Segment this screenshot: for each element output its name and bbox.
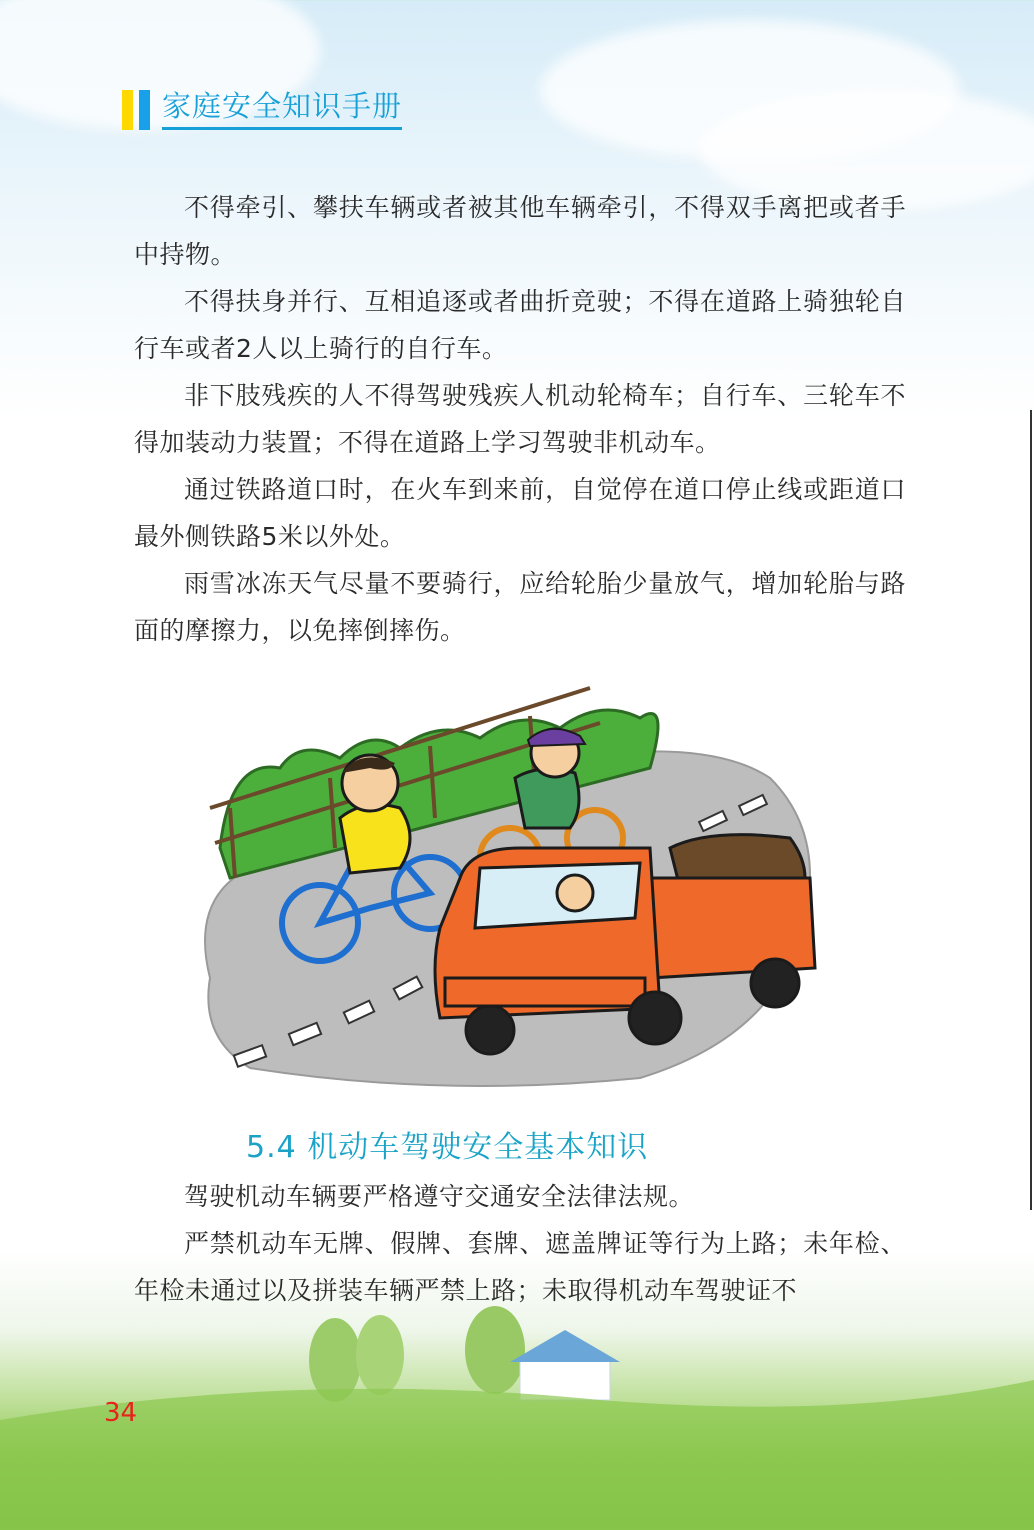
paragraph: 不得牵引、攀扶车辆或者被其他车辆牵引，不得双手离把或者手中持物。 (134, 193, 906, 269)
paragraph: 雨雪冰冻天气尽量不要骑行，应给轮胎少量放气，增加轮胎与路面的摩擦力，以免摔倒摔伤。 (134, 569, 906, 645)
section-title: 5.4 机动车驾驶安全基本知识 (246, 1130, 649, 1165)
header-yellow-bar (122, 90, 133, 130)
paragraph: 不得扶身并行、互相追逐或者曲折竞驶；不得在道路上骑独轮自行车或者2人以上骑行的自行车。 (134, 287, 906, 363)
book-title: 家庭安全知识手册 (162, 84, 402, 130)
page-header (122, 86, 402, 130)
paragraph: 驾驶机动车辆要严格遵守交通安全法律法规。 (184, 1182, 695, 1211)
paragraph: 通过铁路道口时，在火车到来前，自觉停在道口停止线或距道口最外侧铁路5米以外处。 (134, 475, 906, 551)
header-blue-bar (139, 90, 150, 130)
section-body-text (134, 1173, 906, 1314)
page-number: 34 (104, 1398, 138, 1428)
paragraph: 严禁机动车无牌、假牌、套牌、遮盖牌证等行为上路；未年检、年检未通过以及拼装车辆严禁上路；未取得机动车驾驶证不 (134, 1229, 906, 1305)
landscape-illustration (0, 1300, 1034, 1530)
paragraph: 非下肢残疾的人不得驾驶残疾人机动轮椅车；自行车、三轮车不得加装动力装置；不得在道路上学习驾驶非机动车。 (134, 381, 906, 457)
page-edge-rule (1030, 410, 1032, 1210)
cyclists-and-truck-illustration (190, 678, 830, 1098)
body-text (134, 184, 906, 654)
